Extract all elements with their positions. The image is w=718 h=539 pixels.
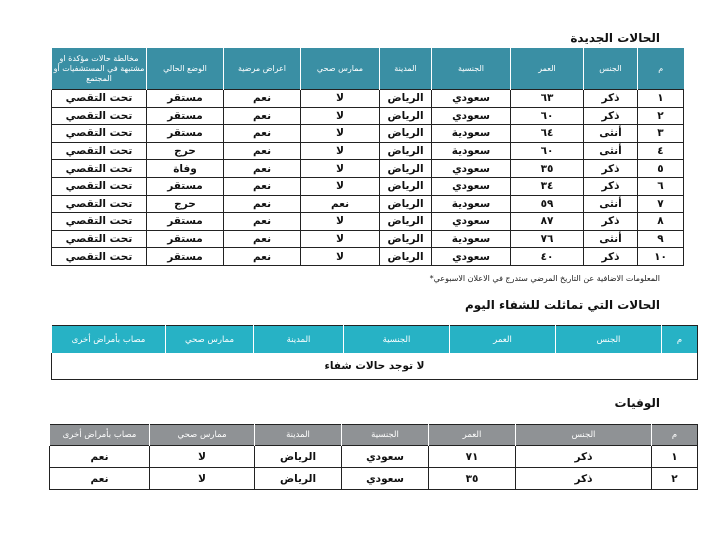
cell-city: الرياض: [255, 446, 342, 468]
col-header-age: العمر: [450, 326, 556, 354]
cell-nationality: سعودي: [432, 177, 511, 195]
cell-nationality: سعودية: [432, 125, 511, 143]
cell-city: الرياض: [380, 195, 432, 213]
new-cases-table: [51, 48, 684, 266]
col-header-index: م: [662, 326, 698, 354]
col-header-nationality: الجنسية: [432, 48, 511, 90]
cell-symptoms: نعم: [224, 195, 301, 213]
cell-index: ٤: [638, 142, 684, 160]
table-row: [52, 213, 684, 231]
cell-nationality: سعودي: [432, 90, 511, 108]
cell-contact: تحت التقصي: [52, 142, 147, 160]
cell-age: ٦٣: [511, 90, 584, 108]
cell-age: ٦٠: [511, 107, 584, 125]
cell-index: ١٠: [638, 248, 684, 266]
cell-health-practitioner: لا: [301, 125, 380, 143]
cell-status: مستقر: [147, 213, 224, 231]
cell-contact: تحت التقصي: [52, 230, 147, 248]
cell-age: ٥٩: [511, 195, 584, 213]
cell-city: الرياض: [380, 90, 432, 108]
cell-city: الرياض: [380, 160, 432, 178]
col-header-age: العمر: [429, 425, 516, 446]
cell-age: ٧٦: [511, 230, 584, 248]
cell-health-practitioner: لا: [301, 142, 380, 160]
col-header-status: الوضع الحالي: [147, 48, 224, 90]
cell-age: ٣٤: [511, 177, 584, 195]
cell-city: الرياض: [380, 230, 432, 248]
cell-status: حرج: [147, 195, 224, 213]
cell-city: الرياض: [380, 248, 432, 266]
cell-age: ٣٥: [429, 468, 516, 490]
cell-gender: أنثى: [584, 195, 638, 213]
table-row: [50, 468, 698, 490]
recovered-empty-row: [52, 353, 698, 380]
cell-symptoms: نعم: [224, 142, 301, 160]
cell-symptoms: نعم: [224, 90, 301, 108]
cell-symptoms: نعم: [224, 107, 301, 125]
recovered-table: [51, 325, 698, 380]
cell-city: الرياض: [380, 125, 432, 143]
cell-health-practitioner: لا: [301, 213, 380, 231]
cell-age: ٦٠: [511, 142, 584, 160]
table-row: [52, 125, 684, 143]
cell-gender: ذكر: [584, 107, 638, 125]
cell-city: الرياض: [255, 468, 342, 490]
col-header-health-practitioner: ممارس صحي: [150, 425, 255, 446]
cell-health-practitioner: لا: [301, 90, 380, 108]
cell-symptoms: نعم: [224, 125, 301, 143]
cell-other-diseases: نعم: [50, 446, 150, 468]
cell-contact: تحت التقصي: [52, 195, 147, 213]
table-row: [52, 160, 684, 178]
cell-index: ٣: [638, 125, 684, 143]
cell-contact: تحت التقصي: [52, 177, 147, 195]
cell-nationality: سعودية: [432, 195, 511, 213]
cell-gender: أنثى: [584, 125, 638, 143]
col-header-nationality: الجنسية: [344, 326, 450, 354]
cell-contact: تحت التقصي: [52, 90, 147, 108]
table-row: [52, 195, 684, 213]
new-cases-body: [52, 90, 684, 266]
table-row: [52, 177, 684, 195]
col-header-gender: الجنس: [584, 48, 638, 90]
cell-contact: تحت التقصي: [52, 213, 147, 231]
cell-index: ٥: [638, 160, 684, 178]
cell-status: مستقر: [147, 107, 224, 125]
cell-symptoms: نعم: [224, 248, 301, 266]
cell-contact: تحت التقصي: [52, 160, 147, 178]
cell-index: ٧: [638, 195, 684, 213]
col-header-age: العمر: [511, 48, 584, 90]
cell-age: ٧١: [429, 446, 516, 468]
cell-nationality: سعودية: [432, 142, 511, 160]
new-cases-header-row: [52, 48, 684, 90]
additional-info-note: المعلومات الاضافية عن التاريخ المرضي ستدرج في الاعلان الاسبوعي*: [429, 274, 660, 283]
cell-city: الرياض: [380, 177, 432, 195]
col-header-health-practitioner: ممارس صحي: [301, 48, 380, 90]
cell-index: ٢: [638, 107, 684, 125]
col-header-gender: الجنس: [516, 425, 652, 446]
cell-index: ١: [652, 446, 698, 468]
cell-gender: ذكر: [584, 248, 638, 266]
cell-city: الرياض: [380, 107, 432, 125]
cell-age: ٤٠: [511, 248, 584, 266]
col-header-index: م: [652, 425, 698, 446]
deaths-body: [50, 446, 698, 490]
cell-status: مستقر: [147, 90, 224, 108]
cell-health-practitioner: نعم: [301, 195, 380, 213]
col-header-nationality: الجنسية: [342, 425, 429, 446]
cell-gender: ذكر: [584, 160, 638, 178]
col-header-gender: الجنس: [556, 326, 662, 354]
cell-nationality: سعودي: [432, 248, 511, 266]
cell-health-practitioner: لا: [301, 107, 380, 125]
cell-age: ٣٥: [511, 160, 584, 178]
col-header-city: المدينة: [254, 326, 344, 354]
cell-symptoms: نعم: [224, 230, 301, 248]
cell-nationality: سعودي: [342, 446, 429, 468]
cell-symptoms: نعم: [224, 213, 301, 231]
cell-age: ٦٤: [511, 125, 584, 143]
cell-health-practitioner: لا: [150, 446, 255, 468]
table-row: [52, 230, 684, 248]
cell-health-practitioner: لا: [301, 160, 380, 178]
cell-nationality: سعودية: [432, 230, 511, 248]
table-row: [52, 90, 684, 108]
recovered-header-row: [52, 326, 698, 354]
cell-index: ٩: [638, 230, 684, 248]
cell-nationality: سعودي: [432, 213, 511, 231]
table-row: [52, 107, 684, 125]
col-header-other-diseases: مصاب بأمراض أخرى: [50, 425, 150, 446]
cell-contact: تحت التقصي: [52, 248, 147, 266]
cell-health-practitioner: لا: [301, 248, 380, 266]
cell-gender: أنثى: [584, 230, 638, 248]
cell-status: مستقر: [147, 177, 224, 195]
cell-index: ٢: [652, 468, 698, 490]
no-recoveries-message: لا توجد حالات شفاء: [324, 360, 425, 372]
cell-nationality: سعودي: [432, 107, 511, 125]
cell-status: حرج: [147, 142, 224, 160]
cell-city: الرياض: [380, 142, 432, 160]
col-header-other-diseases: مصاب بأمراض أخرى: [52, 326, 166, 354]
col-header-city: المدينة: [380, 48, 432, 90]
cell-city: الرياض: [380, 213, 432, 231]
cell-contact: تحت التقصي: [52, 107, 147, 125]
cell-index: ١: [638, 90, 684, 108]
cell-gender: ذكر: [584, 213, 638, 231]
cell-status: مستقر: [147, 230, 224, 248]
cell-gender: ذكر: [516, 446, 652, 468]
cell-gender: أنثى: [584, 142, 638, 160]
cell-symptoms: نعم: [224, 160, 301, 178]
cell-gender: ذكر: [516, 468, 652, 490]
cell-index: ٦: [638, 177, 684, 195]
deaths-header-row: [50, 425, 698, 446]
cell-contact: تحت التقصي: [52, 125, 147, 143]
cell-status: مستقر: [147, 125, 224, 143]
table-row: [50, 446, 698, 468]
cell-age: ٨٧: [511, 213, 584, 231]
cell-symptoms: نعم: [224, 177, 301, 195]
col-header-health-practitioner: ممارس صحي: [166, 326, 254, 354]
cell-gender: ذكر: [584, 177, 638, 195]
recovered-title: الحالات التي تماثلت للشفاء اليوم: [464, 298, 660, 312]
cell-health-practitioner: لا: [301, 230, 380, 248]
cell-status: وفاة: [147, 160, 224, 178]
cell-index: ٨: [638, 213, 684, 231]
cell-other-diseases: نعم: [50, 468, 150, 490]
deaths-table: [49, 424, 698, 490]
table-row: [52, 248, 684, 266]
deaths-title: الوفيات: [614, 396, 660, 410]
col-header-contact: مخالطة حالات مؤكدة او مشتبهة في المستشفيات أو المجتمع: [52, 48, 147, 90]
col-header-symptoms: اعراض مرضية: [224, 48, 301, 90]
col-header-index: م: [638, 48, 684, 90]
cell-gender: ذكر: [584, 90, 638, 108]
table-row: [52, 142, 684, 160]
cell-nationality: سعودي: [432, 160, 511, 178]
cell-nationality: سعودي: [342, 468, 429, 490]
cell-status: مستقر: [147, 248, 224, 266]
new-cases-title: الحالات الجديدة: [570, 31, 660, 45]
cell-health-practitioner: لا: [150, 468, 255, 490]
cell-health-practitioner: لا: [301, 177, 380, 195]
col-header-city: المدينة: [255, 425, 342, 446]
